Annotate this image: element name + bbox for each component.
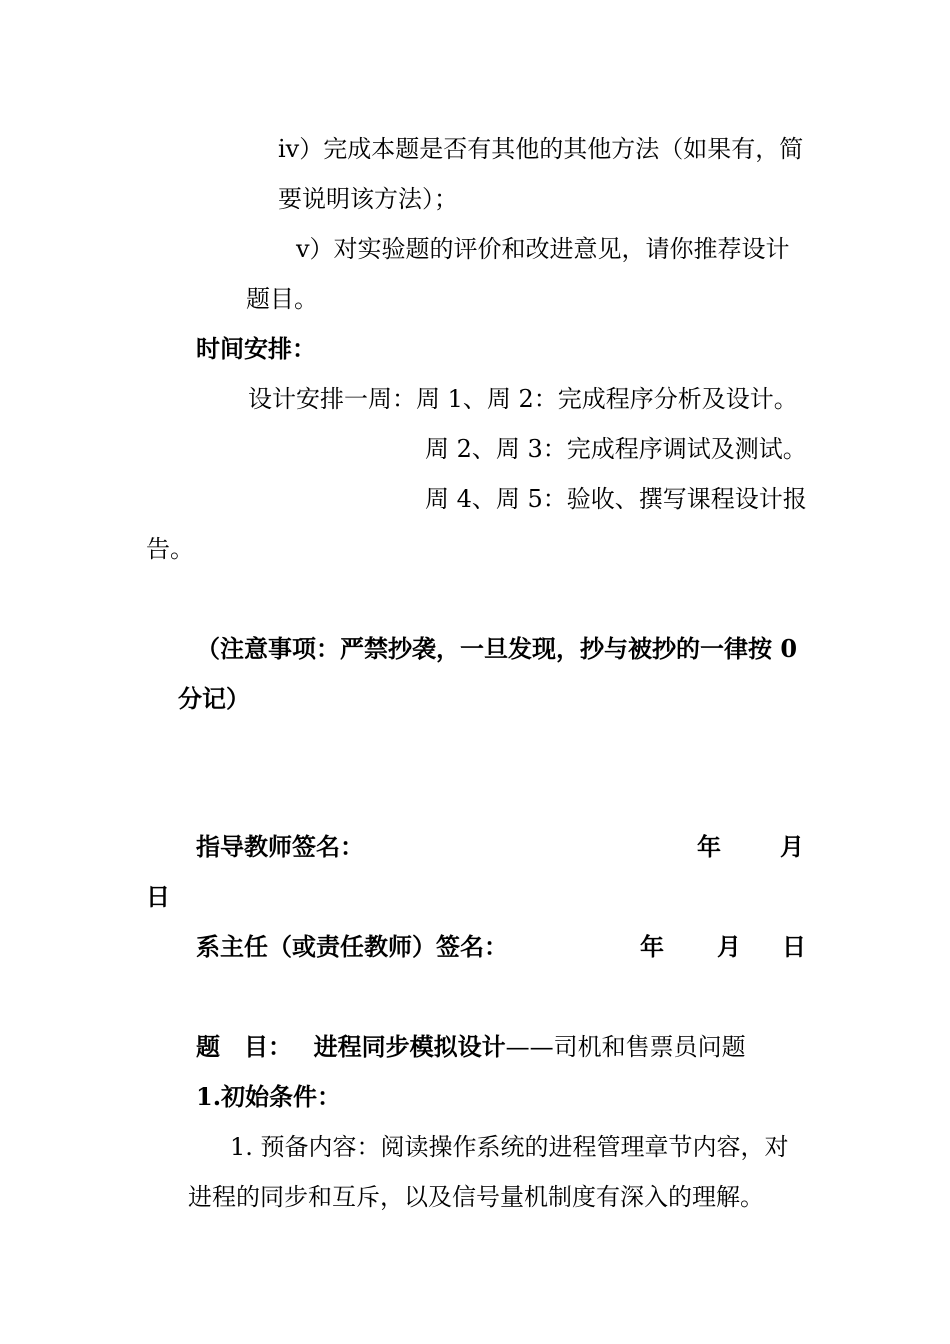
topic-line [196,1032,746,1062]
conditions-item-1-line-2: 进程的同步和互斥，以及信号量机制度有深入的理解。 [188,1183,764,1211]
conditions-heading: 1.初始条件： [196,1082,342,1111]
conditions-item-1-line-1: 1. 预备内容：阅读操作系统的进程管理章节内容，对 [230,1133,789,1161]
notice-line-1: （注意事项：严禁抄袭，一旦发现，抄与被抄的一律按 0 [196,634,798,663]
schedule-row-1: 设计安排一周：周 1、周 2：完成程序分析及设计。 [248,385,798,413]
topic-title-bold: 进程同步模拟设计 [313,1032,506,1061]
head-year-label: 年 [640,932,664,961]
schedule-row-3-cont: 告。 [146,535,194,563]
topic-title-rest: ——司机和售票员问题 [505,1033,746,1061]
text-line-iv: iv）完成本题是否有其他的其他方法（如果有，简 [278,135,804,163]
text-line-v-cont: 题目。 [246,285,318,313]
advisor-day-label: 日 [146,882,170,911]
notice-line-2: 分记） [178,684,250,713]
head-signature-label: 系主任（或责任教师）签名： [196,932,508,961]
advisor-month-label: 月 [780,832,804,861]
schedule-row-2: 周 2、周 3：完成程序调试及测试。 [425,435,807,463]
text-line-iv-cont: 要说明该方法）； [278,185,458,213]
text-line-v: v）对实验题的评价和改进意见，请你推荐设计 [296,235,790,263]
advisor-year-label: 年 [697,832,721,861]
head-month-label: 月 [717,932,741,961]
advisor-signature-label: 指导教师签名： [196,832,364,861]
head-day-label: 日 [782,932,806,961]
topic-label: 题 目： [196,1032,292,1061]
schedule-heading: 时间安排： [196,334,316,363]
schedule-row-3: 周 4、周 5：验收、撰写课程设计报 [425,485,807,513]
